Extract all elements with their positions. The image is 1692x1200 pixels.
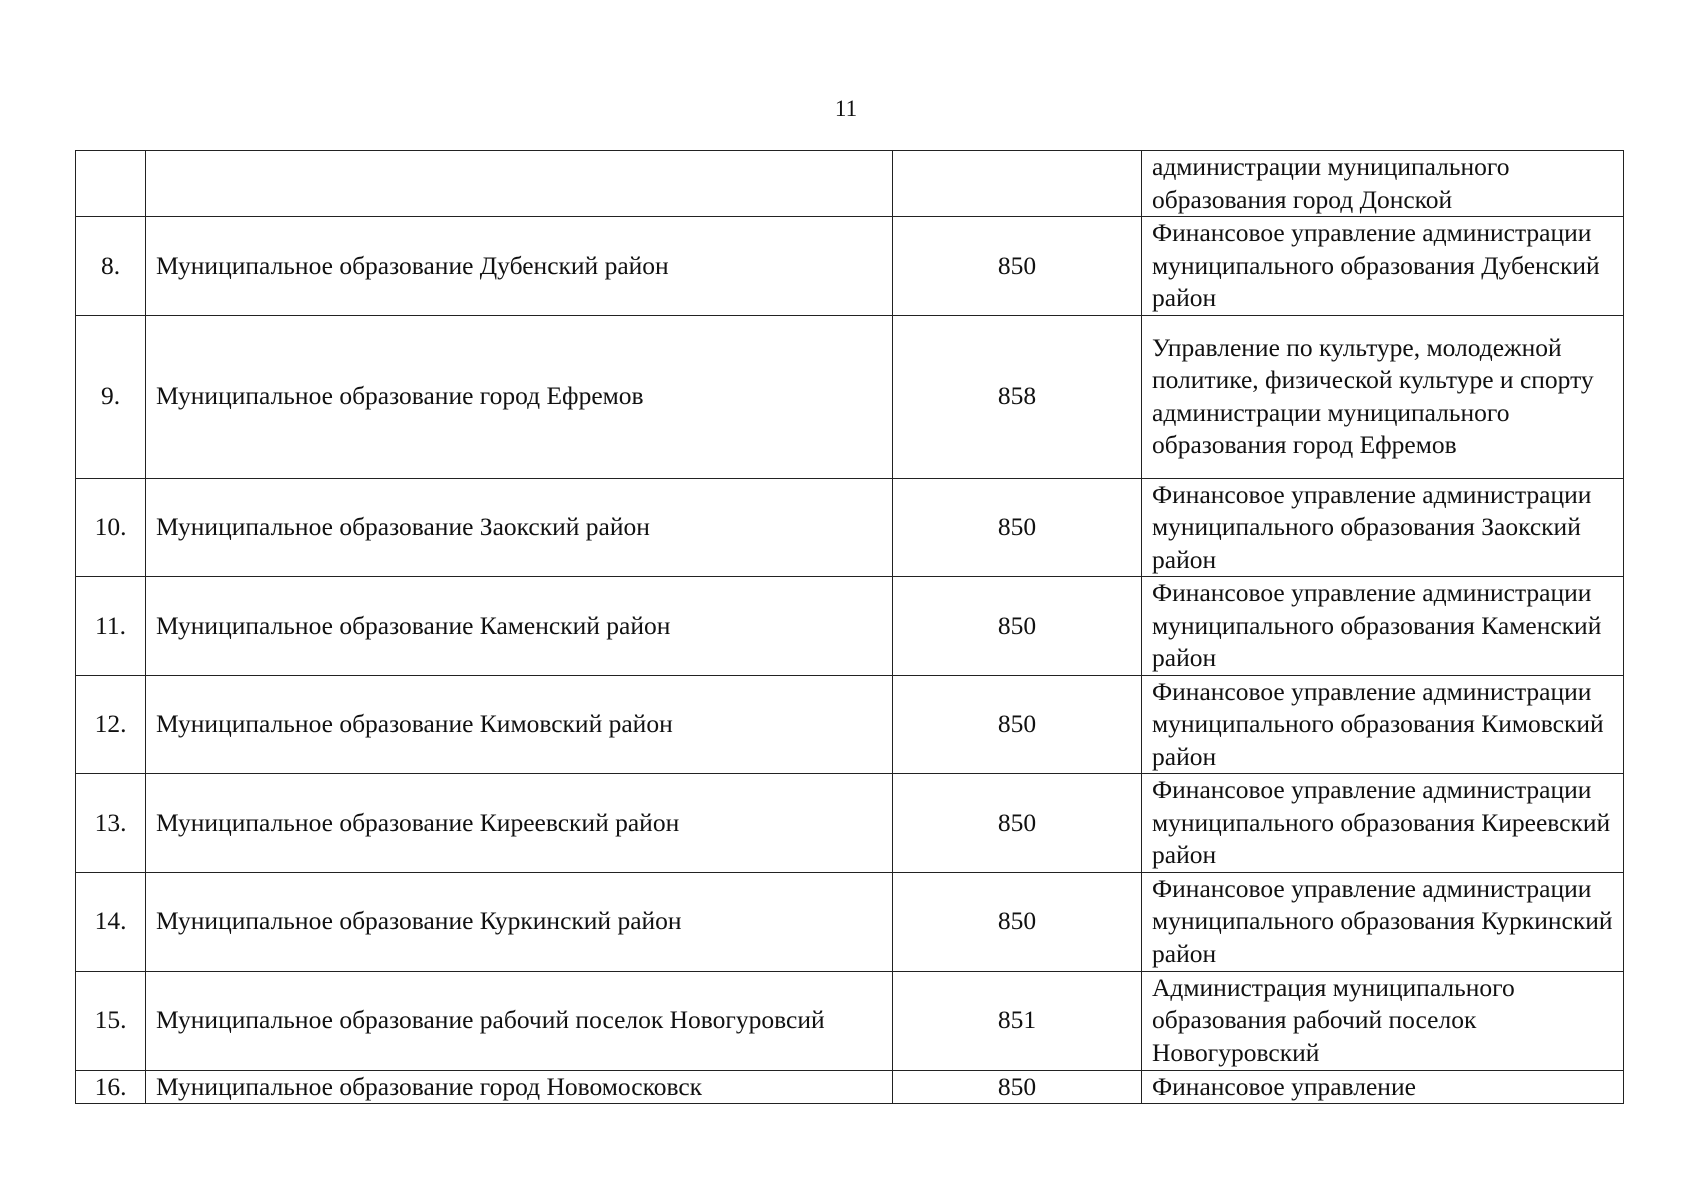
row-number-cell: 12. <box>76 675 146 774</box>
municipalities-table <box>75 150 1624 1104</box>
code-cell: 850 <box>893 1070 1142 1104</box>
table-row <box>76 577 1624 676</box>
organization-text: Финансовое управление <box>1152 1071 1416 1101</box>
organization-cell <box>1142 577 1624 676</box>
row-number-cell: 10. <box>76 478 146 577</box>
row-number-cell <box>76 151 146 217</box>
organization-cell <box>1142 217 1624 316</box>
organization-cell <box>1142 774 1624 873</box>
municipality-name-cell: Муниципальное образование Каменский район <box>146 577 893 676</box>
organization-text: Финансовое управление администрации муниципального образования Кимовский район <box>1152 676 1604 771</box>
code-cell: 850 <box>893 872 1142 971</box>
municipality-name-cell: Муниципальное образование Куркинский район <box>146 872 893 971</box>
table-row <box>76 315 1624 478</box>
organization-text: Финансовое управление администрации муниципального образования Заокский район <box>1152 479 1592 574</box>
organization-cell <box>1142 151 1624 217</box>
code-cell: 850 <box>893 577 1142 676</box>
row-number-cell: 13. <box>76 774 146 873</box>
organization-cell <box>1142 478 1624 577</box>
table-row <box>76 872 1624 971</box>
code-cell: 858 <box>893 315 1142 478</box>
row-number-cell: 16. <box>76 1070 146 1104</box>
code-cell: 850 <box>893 675 1142 774</box>
municipality-name-cell: Муниципальное образование город Новомосковск <box>146 1070 893 1104</box>
code-cell: 850 <box>893 774 1142 873</box>
row-number-cell: 8. <box>76 217 146 316</box>
organization-text: Финансовое управление администрации муниципального образования Дубенский район <box>1152 218 1600 312</box>
organization-cell <box>1142 315 1624 478</box>
organization-text: Управление по культуре, молодежной политике, физической культуре и спорту администрации муниципального образования город Ефремов <box>1152 332 1594 459</box>
organization-cell <box>1142 971 1624 1070</box>
row-number-cell: 9. <box>76 315 146 478</box>
municipality-name-cell: Муниципальное образование Заокский район <box>146 478 893 577</box>
table-row <box>76 675 1624 774</box>
organization-cell <box>1142 1070 1624 1104</box>
code-cell: 851 <box>893 971 1142 1070</box>
organization-text: Финансовое управление администрации муниципального образования Каменский район <box>1152 578 1602 672</box>
table-row <box>76 971 1624 1070</box>
table-row <box>76 478 1624 577</box>
municipality-name-cell: Муниципальное образование Дубенский район <box>146 217 893 316</box>
organization-text: Финансовое управление администрации муниципального образования Куркинский район <box>1152 873 1613 968</box>
code-cell: 850 <box>893 478 1142 577</box>
table-row <box>76 1070 1624 1104</box>
row-number-cell: 15. <box>76 971 146 1070</box>
organization-cell <box>1142 675 1624 774</box>
organization-text: Администрация муниципального образования рабочий поселок Новогуровский <box>1152 972 1515 1067</box>
municipality-name-cell: Муниципальное образование Киреевский район <box>146 774 893 873</box>
municipality-name-cell: Муниципальное образование город Ефремов <box>146 315 893 478</box>
code-cell: 850 <box>893 217 1142 316</box>
table-row <box>76 217 1624 316</box>
municipality-name-cell <box>146 151 893 217</box>
table-row <box>76 774 1624 873</box>
organization-cell <box>1142 872 1624 971</box>
row-number-cell: 11. <box>76 577 146 676</box>
organization-text: администрации муниципального образования город Донской <box>1152 152 1510 214</box>
organization-text: Финансовое управление администрации муниципального образования Киреевский район <box>1152 775 1611 869</box>
table-row <box>76 151 1624 217</box>
municipality-name-cell: Муниципальное образование рабочий поселок Новогуровсий <box>146 971 893 1070</box>
row-number-cell: 14. <box>76 872 146 971</box>
code-cell <box>893 151 1142 217</box>
page-number: 11 <box>834 96 858 121</box>
municipality-name-cell: Муниципальное образование Кимовский район <box>146 675 893 774</box>
